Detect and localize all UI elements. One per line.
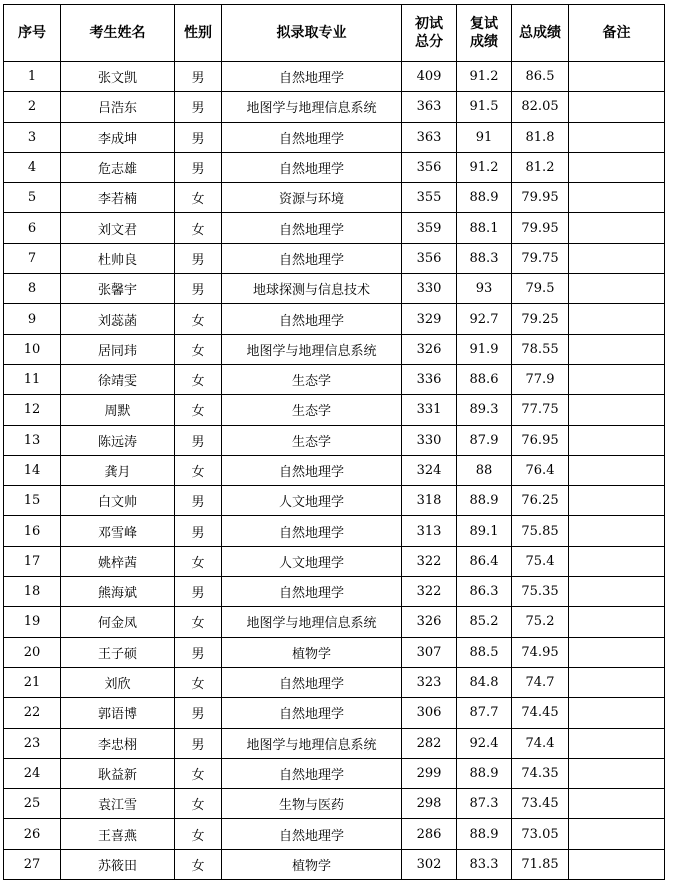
cell-sex: 男 xyxy=(175,425,222,455)
cell-sex: 男 xyxy=(175,62,222,92)
cell-total-score: 77.9 xyxy=(512,364,569,394)
cell-sex: 女 xyxy=(175,667,222,697)
cell-seq: 17 xyxy=(4,546,61,576)
cell-major: 自然地理学 xyxy=(222,62,402,92)
cell-seq: 16 xyxy=(4,516,61,546)
cell-seq: 9 xyxy=(4,304,61,334)
cell-initial-score: 409 xyxy=(402,62,457,92)
cell-sex: 女 xyxy=(175,758,222,788)
cell-retest-score: 91.9 xyxy=(457,334,512,364)
cell-total-score: 79.95 xyxy=(512,213,569,243)
cell-major: 自然地理学 xyxy=(222,455,402,485)
cell-note xyxy=(569,334,665,364)
table-row xyxy=(4,455,665,485)
cell-major: 地图学与地理信息系统 xyxy=(222,607,402,637)
cell-retest-score: 92.4 xyxy=(457,728,512,758)
cell-name: 张文凯 xyxy=(61,62,175,92)
cell-note xyxy=(569,728,665,758)
cell-total-score: 76.25 xyxy=(512,486,569,516)
cell-note xyxy=(569,62,665,92)
cell-seq: 7 xyxy=(4,243,61,273)
cell-major: 生物与医药 xyxy=(222,789,402,819)
cell-major: 生态学 xyxy=(222,364,402,394)
cell-seq: 15 xyxy=(4,486,61,516)
header-initial-score xyxy=(402,5,457,62)
cell-major: 自然地理学 xyxy=(222,758,402,788)
table-body xyxy=(4,62,665,880)
cell-retest-score: 88.6 xyxy=(457,364,512,394)
header-sex: 性别 xyxy=(175,5,222,62)
cell-major: 自然地理学 xyxy=(222,122,402,152)
cell-major: 资源与环境 xyxy=(222,183,402,213)
cell-name: 龚月 xyxy=(61,455,175,485)
cell-seq: 2 xyxy=(4,92,61,122)
cell-seq: 18 xyxy=(4,577,61,607)
cell-total-score: 76.4 xyxy=(512,455,569,485)
cell-note xyxy=(569,425,665,455)
cell-name: 白文帅 xyxy=(61,486,175,516)
header-initial-line2: 总分 xyxy=(415,34,443,50)
cell-major: 人文地理学 xyxy=(222,546,402,576)
cell-retest-score: 88.1 xyxy=(457,213,512,243)
table-row xyxy=(4,577,665,607)
cell-initial-score: 313 xyxy=(402,516,457,546)
cell-seq: 6 xyxy=(4,213,61,243)
table-row xyxy=(4,607,665,637)
cell-seq: 23 xyxy=(4,728,61,758)
cell-major: 自然地理学 xyxy=(222,152,402,182)
cell-note xyxy=(569,92,665,122)
cell-retest-score: 88.9 xyxy=(457,486,512,516)
cell-total-score: 75.35 xyxy=(512,577,569,607)
cell-initial-score: 329 xyxy=(402,304,457,334)
cell-sex: 男 xyxy=(175,516,222,546)
cell-initial-score: 331 xyxy=(402,395,457,425)
cell-initial-score: 326 xyxy=(402,607,457,637)
cell-total-score: 79.5 xyxy=(512,274,569,304)
cell-sex: 男 xyxy=(175,728,222,758)
cell-retest-score: 86.3 xyxy=(457,577,512,607)
cell-name: 吕浩东 xyxy=(61,92,175,122)
table-row xyxy=(4,849,665,879)
cell-note xyxy=(569,789,665,819)
cell-total-score: 71.85 xyxy=(512,849,569,879)
cell-initial-score: 318 xyxy=(402,486,457,516)
cell-sex: 男 xyxy=(175,122,222,152)
cell-name: 李忠栩 xyxy=(61,728,175,758)
cell-total-score: 73.05 xyxy=(512,819,569,849)
cell-name: 徐靖雯 xyxy=(61,364,175,394)
cell-note xyxy=(569,849,665,879)
cell-initial-score: 330 xyxy=(402,274,457,304)
cell-total-score: 81.2 xyxy=(512,152,569,182)
cell-sex: 女 xyxy=(175,395,222,425)
table-row xyxy=(4,546,665,576)
cell-initial-score: 324 xyxy=(402,455,457,485)
cell-retest-score: 88.3 xyxy=(457,243,512,273)
cell-total-score: 81.8 xyxy=(512,122,569,152)
cell-retest-score: 89.1 xyxy=(457,516,512,546)
cell-initial-score: 363 xyxy=(402,92,457,122)
cell-major: 生态学 xyxy=(222,425,402,455)
cell-note xyxy=(569,364,665,394)
table-row xyxy=(4,122,665,152)
cell-sex: 男 xyxy=(175,577,222,607)
cell-retest-score: 91.5 xyxy=(457,92,512,122)
cell-major: 自然地理学 xyxy=(222,516,402,546)
cell-name: 刘蕊菡 xyxy=(61,304,175,334)
cell-initial-score: 323 xyxy=(402,667,457,697)
cell-retest-score: 89.3 xyxy=(457,395,512,425)
cell-seq: 24 xyxy=(4,758,61,788)
table-row xyxy=(4,243,665,273)
table-row xyxy=(4,274,665,304)
cell-note xyxy=(569,395,665,425)
table-row xyxy=(4,728,665,758)
cell-note xyxy=(569,758,665,788)
cell-retest-score: 88.9 xyxy=(457,183,512,213)
cell-retest-score: 88 xyxy=(457,455,512,485)
cell-retest-score: 87.7 xyxy=(457,698,512,728)
cell-name: 张馨宇 xyxy=(61,274,175,304)
table-row xyxy=(4,395,665,425)
cell-major: 地图学与地理信息系统 xyxy=(222,728,402,758)
cell-total-score: 75.4 xyxy=(512,546,569,576)
table-row xyxy=(4,92,665,122)
cell-sex: 女 xyxy=(175,213,222,243)
cell-seq: 10 xyxy=(4,334,61,364)
cell-initial-score: 355 xyxy=(402,183,457,213)
admission-results-table xyxy=(3,4,665,880)
cell-initial-score: 326 xyxy=(402,334,457,364)
cell-name: 刘欣 xyxy=(61,667,175,697)
cell-note xyxy=(569,546,665,576)
cell-seq: 22 xyxy=(4,698,61,728)
cell-seq: 11 xyxy=(4,364,61,394)
cell-sex: 男 xyxy=(175,486,222,516)
cell-major: 地图学与地理信息系统 xyxy=(222,334,402,364)
cell-total-score: 74.35 xyxy=(512,758,569,788)
header-initial-line1: 初试 xyxy=(415,16,443,32)
cell-seq: 14 xyxy=(4,455,61,485)
table-row xyxy=(4,213,665,243)
cell-retest-score: 92.7 xyxy=(457,304,512,334)
cell-initial-score: 306 xyxy=(402,698,457,728)
cell-name: 何金凤 xyxy=(61,607,175,637)
cell-name: 邓雪峰 xyxy=(61,516,175,546)
cell-retest-score: 88.9 xyxy=(457,758,512,788)
cell-name: 王子硕 xyxy=(61,637,175,667)
header-total-score: 总成绩 xyxy=(512,5,569,62)
cell-sex: 男 xyxy=(175,274,222,304)
cell-retest-score: 87.3 xyxy=(457,789,512,819)
cell-note xyxy=(569,183,665,213)
table-row xyxy=(4,364,665,394)
cell-initial-score: 282 xyxy=(402,728,457,758)
cell-note xyxy=(569,667,665,697)
cell-name: 苏筱田 xyxy=(61,849,175,879)
cell-note xyxy=(569,455,665,485)
cell-total-score: 75.85 xyxy=(512,516,569,546)
cell-retest-score: 86.4 xyxy=(457,546,512,576)
cell-initial-score: 307 xyxy=(402,637,457,667)
cell-seq: 13 xyxy=(4,425,61,455)
cell-sex: 女 xyxy=(175,455,222,485)
cell-retest-score: 88.9 xyxy=(457,819,512,849)
cell-total-score: 74.95 xyxy=(512,637,569,667)
cell-note xyxy=(569,122,665,152)
cell-major: 地球探测与信息技术 xyxy=(222,274,402,304)
cell-initial-score: 359 xyxy=(402,213,457,243)
cell-name: 姚梓茜 xyxy=(61,546,175,576)
cell-total-score: 79.75 xyxy=(512,243,569,273)
cell-seq: 25 xyxy=(4,789,61,819)
table-row xyxy=(4,698,665,728)
cell-total-score: 86.5 xyxy=(512,62,569,92)
cell-initial-score: 286 xyxy=(402,819,457,849)
cell-sex: 女 xyxy=(175,334,222,364)
cell-note xyxy=(569,152,665,182)
cell-seq: 26 xyxy=(4,819,61,849)
cell-seq: 8 xyxy=(4,274,61,304)
cell-total-score: 82.05 xyxy=(512,92,569,122)
cell-retest-score: 91.2 xyxy=(457,152,512,182)
cell-initial-score: 363 xyxy=(402,122,457,152)
cell-name: 耿益新 xyxy=(61,758,175,788)
cell-major: 自然地理学 xyxy=(222,577,402,607)
cell-sex: 女 xyxy=(175,364,222,394)
cell-major: 自然地理学 xyxy=(222,698,402,728)
cell-initial-score: 330 xyxy=(402,425,457,455)
cell-total-score: 79.95 xyxy=(512,183,569,213)
cell-seq: 12 xyxy=(4,395,61,425)
cell-note xyxy=(569,516,665,546)
table-row xyxy=(4,516,665,546)
cell-major: 地图学与地理信息系统 xyxy=(222,92,402,122)
cell-sex: 女 xyxy=(175,546,222,576)
cell-note xyxy=(569,274,665,304)
table-row xyxy=(4,334,665,364)
cell-major: 自然地理学 xyxy=(222,819,402,849)
cell-total-score: 78.55 xyxy=(512,334,569,364)
table-row xyxy=(4,425,665,455)
cell-name: 熊海斌 xyxy=(61,577,175,607)
cell-total-score: 77.75 xyxy=(512,395,569,425)
table-row xyxy=(4,62,665,92)
header-row xyxy=(4,5,665,62)
cell-sex: 女 xyxy=(175,849,222,879)
cell-total-score: 74.4 xyxy=(512,728,569,758)
cell-note xyxy=(569,243,665,273)
table-row xyxy=(4,637,665,667)
cell-retest-score: 93 xyxy=(457,274,512,304)
cell-major: 生态学 xyxy=(222,395,402,425)
table-row xyxy=(4,304,665,334)
cell-sex: 女 xyxy=(175,304,222,334)
header-retest-score xyxy=(457,5,512,62)
cell-total-score: 74.45 xyxy=(512,698,569,728)
cell-retest-score: 83.3 xyxy=(457,849,512,879)
cell-name: 李若楠 xyxy=(61,183,175,213)
cell-total-score: 79.25 xyxy=(512,304,569,334)
cell-note xyxy=(569,698,665,728)
cell-seq: 3 xyxy=(4,122,61,152)
cell-major: 人文地理学 xyxy=(222,486,402,516)
cell-total-score: 76.95 xyxy=(512,425,569,455)
cell-initial-score: 322 xyxy=(402,577,457,607)
cell-major: 植物学 xyxy=(222,849,402,879)
cell-initial-score: 302 xyxy=(402,849,457,879)
cell-sex: 男 xyxy=(175,637,222,667)
cell-name: 王喜燕 xyxy=(61,819,175,849)
table-row xyxy=(4,667,665,697)
header-retest-line1: 复试 xyxy=(470,16,498,32)
cell-retest-score: 91.2 xyxy=(457,62,512,92)
cell-total-score: 73.45 xyxy=(512,789,569,819)
cell-initial-score: 356 xyxy=(402,243,457,273)
cell-name: 刘文君 xyxy=(61,213,175,243)
cell-initial-score: 336 xyxy=(402,364,457,394)
cell-sex: 女 xyxy=(175,819,222,849)
cell-name: 居同玮 xyxy=(61,334,175,364)
cell-seq: 21 xyxy=(4,667,61,697)
cell-seq: 19 xyxy=(4,607,61,637)
cell-note xyxy=(569,607,665,637)
cell-sex: 女 xyxy=(175,183,222,213)
cell-name: 郭语博 xyxy=(61,698,175,728)
cell-major: 自然地理学 xyxy=(222,667,402,697)
table-row xyxy=(4,819,665,849)
cell-note xyxy=(569,577,665,607)
header-name: 考生姓名 xyxy=(61,5,175,62)
cell-sex: 男 xyxy=(175,92,222,122)
cell-major: 植物学 xyxy=(222,637,402,667)
cell-major: 自然地理学 xyxy=(222,213,402,243)
cell-seq: 20 xyxy=(4,637,61,667)
cell-major: 自然地理学 xyxy=(222,304,402,334)
cell-seq: 1 xyxy=(4,62,61,92)
cell-name: 袁江雪 xyxy=(61,789,175,819)
cell-name: 危志雄 xyxy=(61,152,175,182)
cell-note xyxy=(569,304,665,334)
cell-sex: 女 xyxy=(175,789,222,819)
cell-major: 自然地理学 xyxy=(222,243,402,273)
cell-note xyxy=(569,213,665,243)
table-row xyxy=(4,486,665,516)
header-major: 拟录取专业 xyxy=(222,5,402,62)
cell-seq: 27 xyxy=(4,849,61,879)
cell-seq: 4 xyxy=(4,152,61,182)
header-retest-line2: 成绩 xyxy=(470,34,498,50)
cell-initial-score: 299 xyxy=(402,758,457,788)
cell-retest-score: 88.5 xyxy=(457,637,512,667)
cell-note xyxy=(569,486,665,516)
cell-total-score: 74.7 xyxy=(512,667,569,697)
cell-seq: 5 xyxy=(4,183,61,213)
header-note: 备注 xyxy=(569,5,665,62)
cell-initial-score: 322 xyxy=(402,546,457,576)
cell-name: 李成坤 xyxy=(61,122,175,152)
table-row xyxy=(4,758,665,788)
header-seq: 序号 xyxy=(4,5,61,62)
cell-retest-score: 87.9 xyxy=(457,425,512,455)
cell-retest-score: 84.8 xyxy=(457,667,512,697)
cell-retest-score: 91 xyxy=(457,122,512,152)
cell-note xyxy=(569,637,665,667)
cell-sex: 男 xyxy=(175,243,222,273)
table-row xyxy=(4,789,665,819)
cell-total-score: 75.2 xyxy=(512,607,569,637)
cell-name: 杜帅良 xyxy=(61,243,175,273)
cell-initial-score: 298 xyxy=(402,789,457,819)
cell-sex: 男 xyxy=(175,698,222,728)
cell-note xyxy=(569,819,665,849)
cell-name: 陈远涛 xyxy=(61,425,175,455)
cell-initial-score: 356 xyxy=(402,152,457,182)
cell-retest-score: 85.2 xyxy=(457,607,512,637)
table-row xyxy=(4,152,665,182)
cell-name: 周默 xyxy=(61,395,175,425)
cell-sex: 女 xyxy=(175,607,222,637)
cell-sex: 男 xyxy=(175,152,222,182)
table-row xyxy=(4,183,665,213)
